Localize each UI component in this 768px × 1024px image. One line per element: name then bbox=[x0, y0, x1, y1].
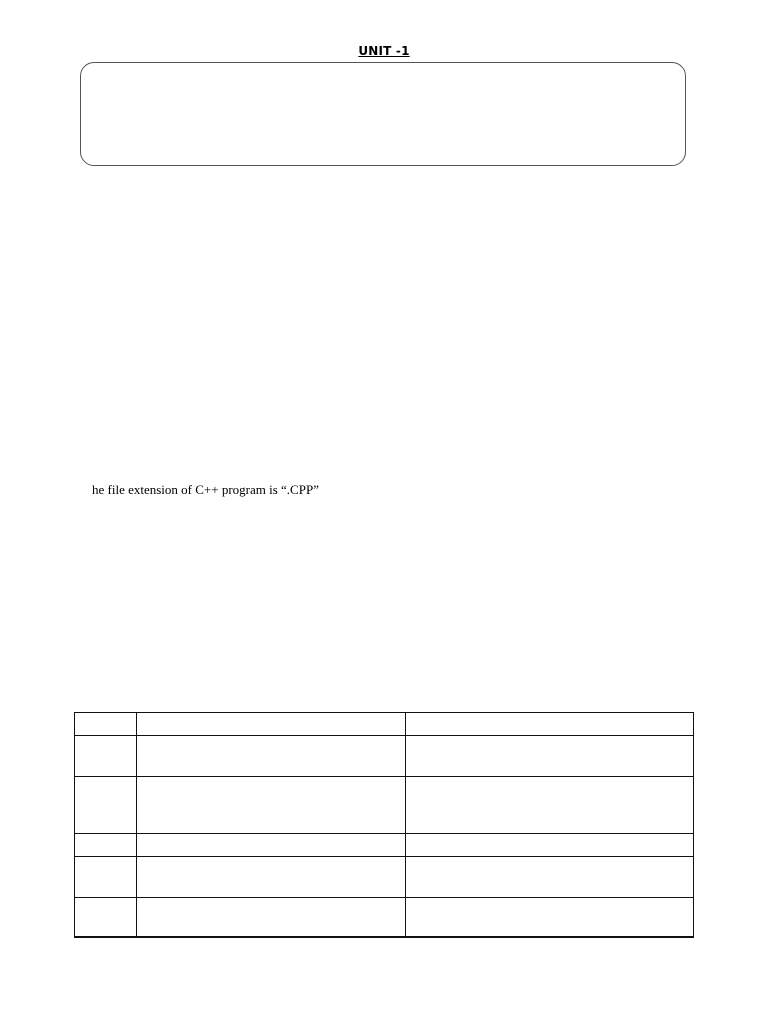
comparison-table bbox=[74, 712, 694, 938]
file-extension-text: he file extension of C++ program is “.CPP” bbox=[92, 482, 319, 497]
table-cell bbox=[75, 834, 137, 857]
table-cell bbox=[137, 857, 406, 898]
table-cell bbox=[406, 857, 694, 898]
table-cell bbox=[137, 713, 406, 736]
table-row bbox=[75, 713, 694, 736]
table-cell bbox=[75, 736, 137, 777]
table-cell bbox=[75, 777, 137, 834]
table-row bbox=[75, 834, 694, 857]
table-cell bbox=[137, 898, 406, 938]
table-cell bbox=[137, 834, 406, 857]
rounded-content-box bbox=[80, 62, 686, 166]
table-row bbox=[75, 898, 694, 938]
table-cell bbox=[75, 898, 137, 938]
table-row bbox=[75, 736, 694, 777]
table-cell bbox=[137, 736, 406, 777]
table-cell bbox=[406, 834, 694, 857]
table-cell bbox=[406, 898, 694, 938]
table-cell bbox=[75, 713, 137, 736]
table-cell bbox=[406, 777, 694, 834]
unit-heading: UNIT -1 bbox=[358, 44, 410, 58]
table-cell bbox=[75, 857, 137, 898]
table-cell bbox=[406, 713, 694, 736]
table-cell bbox=[137, 777, 406, 834]
table-cell bbox=[406, 736, 694, 777]
table-row bbox=[75, 857, 694, 898]
table-row bbox=[75, 777, 694, 834]
